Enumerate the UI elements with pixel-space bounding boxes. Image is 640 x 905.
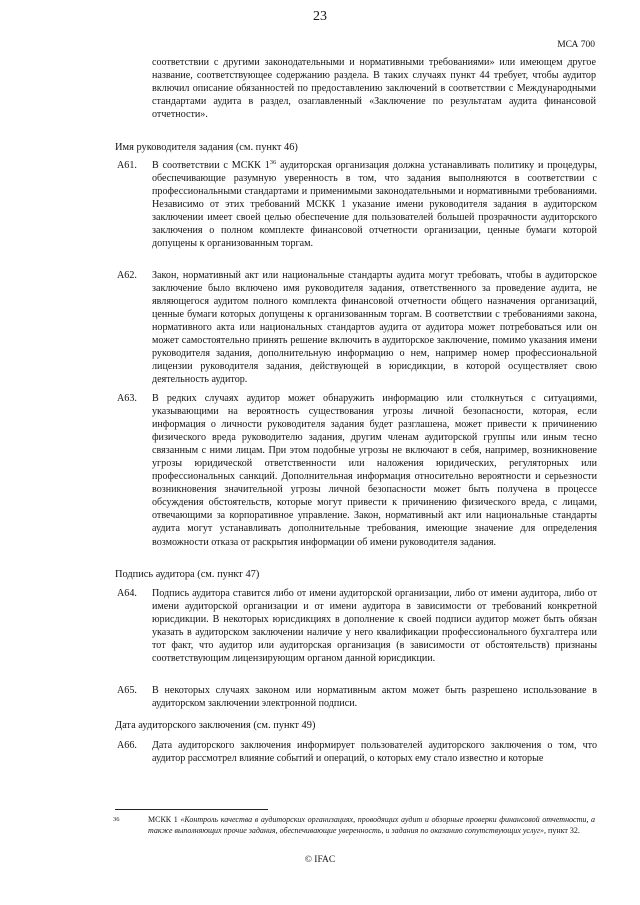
paragraph-a66 [117, 739, 597, 765]
paragraph-a65 [117, 684, 597, 710]
paragraph-number: A66. [117, 740, 137, 751]
paragraph-a62 [117, 269, 597, 386]
section-heading-engagement-partner: Имя руководителя задания (см. пункт 46) [115, 142, 298, 153]
paragraph-text: Закон, нормативный акт или национальные стандарты аудита могут требовать, чтобы в аудиторское заключение было включено имя руководителя задания, ответственного за проведение аудита, не являющегося аудитом полного комплекта финансовой отчетности общего назначения организаций, ценные бумаги которых допущены к организованным торгам. В соответствии с требованиями закона, нормативного акта или национальных стандартов аудита от аудитора может потребоваться или он может самостоятельно принять решение включить в аудиторское заключение, помимо указания имени руководителя задания, дополнительную информацию о нем, например номер профессиональной лицензии руководителя задания, действующей в юрисдикции, в которой осуществляет свою деятельность аудитор. [152, 270, 597, 386]
footnote-title: «Контроль качества в аудиторских организациях, проводящих аудит и обзорные проверки финансовой отчетности, а также выполняющих прочие задания, обеспечивающие уверенность, и задания по оказанию сопутствующих услуг» [148, 815, 595, 836]
continuation-paragraph: соответствии с другими законодательными и нормативными требованиями» или имеющем другое название, соответствующее содержанию раздела. В таких случаях пункт 44 требует, чтобы аудитор включил описание обязанностей по предоставлению заключений в соответствии с Международными стандартами аудита в раздел, озаглавленный «Заключение по результатам аудита финансовой отчетности». [152, 57, 596, 121]
paragraph-text: В редких случаях аудитор может обнаружить информацию или столкнуться с ситуациями, указывающими на вероятность существования угрозы личной безопасности, которая, если информация о личности руководителя задания будет разглашена, может привести к причинению физического вреда руководителю задания, другим членам аудиторской группы или иным тесно связанным с ними лицам. При этом подобные угрозы не включают в себя, например, возникновение угрозы юридической ответственности или наложения юридических, регуляторных или профессиональных санкций. Дополнительная информация относительно вероятности и серьезности возникновения значительной угрозы личной безопасности может быть получена в процессе обсуждения обстоятельств, которые могут привести к причинению физического вреда, с лицами, отвечающими за корпоративное управление. Закон, нормативный акт или национальные стандарты аудита могут устанавливать дополнительные требования, имеющие значение для определения возможности отказа от раскрытия информации об имени руководителя задания. [152, 393, 597, 548]
paragraph-a64 [117, 587, 597, 665]
paragraph-text: В соответствии с МСКК $1^{36}$ аудиторская организация должна устанавливать политику и процедуры, обеспечивающие разумную уверенность в том, что задания выполняются в соответствии с профессиональными стандартами и применимыми законодательными и нормативными требованиями. Независимо от этих требований МСКК 1 указание имени руководителя задания в аудиторском заключении имеет своей целью обеспечение для пользователей большей прозрачности аудиторского заключения о полном комплекте финансовой отчетности организации, ценные бумаги которой допущены к организованным торгам. [152, 159, 597, 250]
paragraph-a63 [117, 392, 597, 549]
document-code: МСА 700 [557, 40, 595, 50]
paragraph-text: В некоторых случаях законом или нормативным актом может быть разрешено использование в аудиторском заключении электронной подписи. [152, 685, 597, 710]
footnote-number: 36 [113, 816, 120, 823]
paragraph-number: A65. [117, 685, 137, 696]
page-number: 23 [313, 9, 327, 24]
footnote-reference: 36 [269, 159, 277, 166]
paragraph-number: A63. [117, 393, 137, 404]
footnote-text: МСКК 1 «Контроль качества в аудиторских организациях, проводящих аудит и обзорные проверки финансовой отчетности, а также выполняющих прочие задания, обеспечивающие уверенность, и задания по оказанию сопутствующих услуг», пункт 32. [148, 815, 595, 836]
footnote-divider [115, 809, 268, 810]
paragraph-text: Подпись аудитора ставится либо от имени аудиторской организации, либо от имени аудитора, либо от имени аудиторской организации и от имени аудитора в зависимости от требований конкретной юрисдикции. В некоторых юрисдикциях в дополнение к своей подписи аудитор может быть обязан указать в аудиторском заключении наличие у него квалификации профессионального бухгалтера или тот факт, что аудитор или аудиторская организация (в зависимости от обстоятельств) признаны соответствующим лицензирующим органом данной юрисдикции. [152, 588, 597, 665]
paragraph-number: A61. [117, 160, 137, 171]
paragraph-number: A62. [117, 270, 137, 281]
paragraph-number: A64. [117, 588, 137, 599]
paragraph-a61 [117, 159, 597, 250]
section-heading-report-date: Дата аудиторского заключения (см. пункт 49) [115, 720, 316, 731]
footnote [113, 814, 595, 836]
paragraph-text: Дата аудиторского заключения информирует пользователей аудиторского заключения о том, что аудитор рассмотрел влияние событий и операций, о которых ему стало известно и которые [152, 740, 597, 765]
copyright-footer: © IFAC [304, 855, 336, 865]
section-heading-signature: Подпись аудитора (см. пункт 47) [115, 569, 260, 580]
